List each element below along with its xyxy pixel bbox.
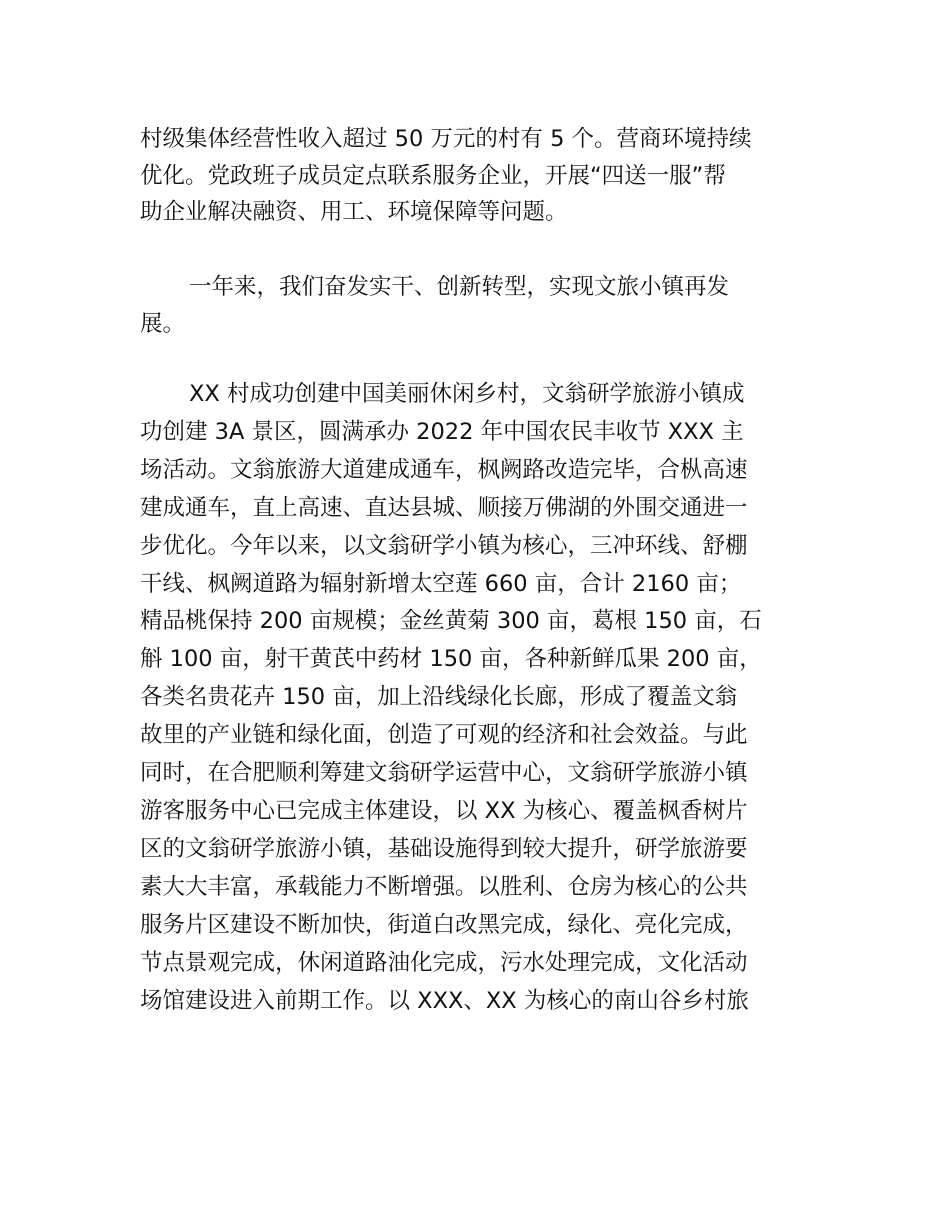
text-line: 步优化。今年以来，以文翁研学小镇为核心，三冲环线、舒棚: [140, 532, 748, 559]
text-line: 展。: [140, 310, 186, 337]
text-line: 干线、枫阙道路为辐射新增太空莲 660 亩，合计 2160 亩；: [140, 570, 742, 597]
text-line: 区的文翁研学旅游小镇，基础设施得到较大提升，研学旅游要: [140, 835, 748, 862]
paragraph-tourism-town-details: [140, 376, 812, 1020]
text-line: 游客服务中心已完成主体建设，以 XX 为核心、覆盖枫香树片: [140, 797, 748, 824]
text-line: 各类名贵花卉 150 亩，加上沿线绿化长廊，形成了覆盖文翁: [140, 684, 738, 711]
text-line: 助企业解决融资、用工、环境保障等问题。: [140, 199, 568, 225]
text-line: 节点景观完成，休闲道路油化完成，污水处理完成，文化活动: [140, 949, 748, 976]
text-line: 同时，在合肥顺利筹建文翁研学运营中心，文翁研学旅游小镇: [140, 760, 748, 787]
text-line: 建成通车，直上高速、直达县城、顺接万佛湖的外围交通进一: [140, 494, 748, 521]
text-line: 场活动。文翁旅游大道建成通车，枫阙路改造完毕，合枞高速: [140, 456, 748, 483]
text-line: XX 村成功创建中国美丽休闲乡村，文翁研学旅游小镇成: [189, 381, 745, 407]
paragraph-business-environment: [140, 121, 812, 231]
text-line: 优化。党政班子成员定点联系服务企业，开展“四送一服”帮: [140, 162, 726, 189]
text-line: 斛 100 亩，射干黄芪中药材 150 亩，各种新鲜瓜果 200 亩，: [140, 646, 762, 673]
text-line: 故里的产业链和绿化面，创造了可观的经济和社会效益。与此: [140, 722, 748, 749]
text-line: 一年来，我们奋发实干、创新转型，实现文旅小镇再发: [189, 274, 730, 300]
text-line: 服务片区建设不断加快，街道白改黑完成，绿化、亮化完成，: [140, 911, 748, 938]
text-line: 精品桃保持 200 亩规模；金丝黄菊 300 亩，葛根 150 亩，石: [140, 608, 762, 635]
text-line: 村级集体经营性收入超过 50 万元的村有 5 个。营商环境持续: [140, 126, 752, 152]
text-line: 功创建 3A 景区，圆满承办 2022 年中国农民丰收节 XXX 主: [140, 418, 744, 445]
text-line: 场馆建设进入前期工作。以 XXX、XX 为核心的南山谷乡村旅: [140, 987, 749, 1014]
text-line: 素大大丰富，承载能力不断增强。以胜利、仓房为核心的公共: [140, 873, 748, 900]
paragraph-tourism-town-summary: [140, 269, 812, 342]
